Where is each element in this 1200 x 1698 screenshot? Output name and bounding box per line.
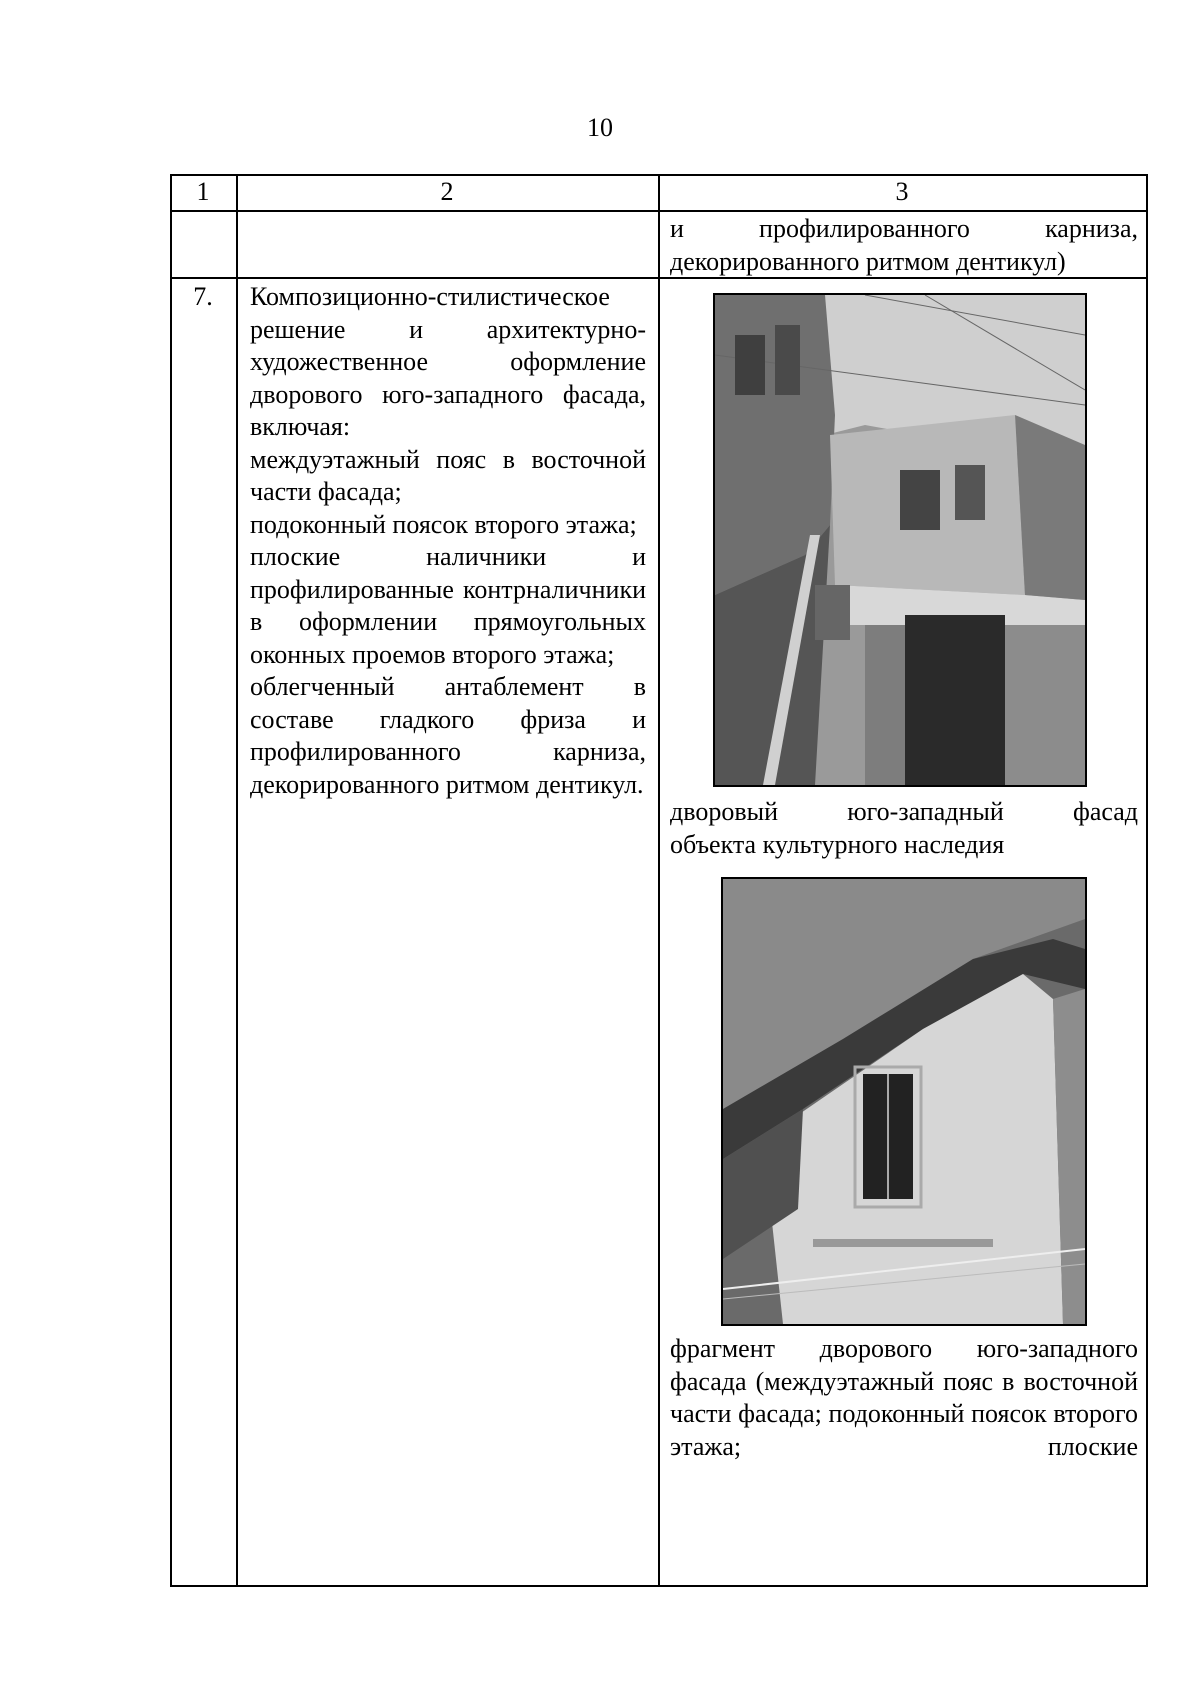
description-item-belt: междуэтажный пояс в восточной части фасада; (250, 444, 646, 506)
facade-fragment-photo-image (723, 879, 1085, 1324)
table-border-right (1146, 174, 1148, 1587)
table-col-divider-2 (658, 174, 660, 1587)
facade-photo-caption: дворовый юго-западный фасад объекта культурного наследия (670, 797, 1138, 859)
facade-photo-image (715, 295, 1085, 785)
table-col-divider-1 (236, 174, 238, 1587)
table-border-left (170, 174, 172, 1587)
description-item-frames: плоские наличники и профилированные контрналичники в оформлении прямоугольных оконных проемов второго этажа; (250, 542, 646, 669)
header-col-2: 2 (440, 177, 454, 206)
row-number: 7. (193, 282, 213, 311)
facade-fragment-caption: фрагмент дворового юго-западного фасада (междуэтажный пояс в восточной части фасада; подоконный поясок второго этажа; плоские (670, 1334, 1138, 1461)
facade-photo (713, 293, 1087, 787)
row-description (250, 281, 646, 801)
facade-fragment-photo (721, 877, 1087, 1326)
continuation-line-2: декорированного ритмом дентикул) (670, 246, 1066, 276)
continuation-line-1: и профилированного карниза, (670, 214, 1138, 243)
description-item-entablature: облегченный антаблемент в составе гладкого фриза и профилированного карниза, декорированного ритмом дентикул. (250, 672, 646, 799)
page-number: 10 (587, 113, 613, 142)
description-item-sill: подоконный поясок второго этажа; (250, 509, 637, 539)
table (170, 174, 1148, 1587)
header-col-1: 1 (196, 177, 210, 206)
description-intro: Композиционно-стилистическое решение и архитектурно-художественное оформление дворового юго-западного фасада, включая: (250, 282, 646, 441)
header-col-3: 3 (895, 177, 909, 206)
continuation-text (670, 213, 1138, 278)
